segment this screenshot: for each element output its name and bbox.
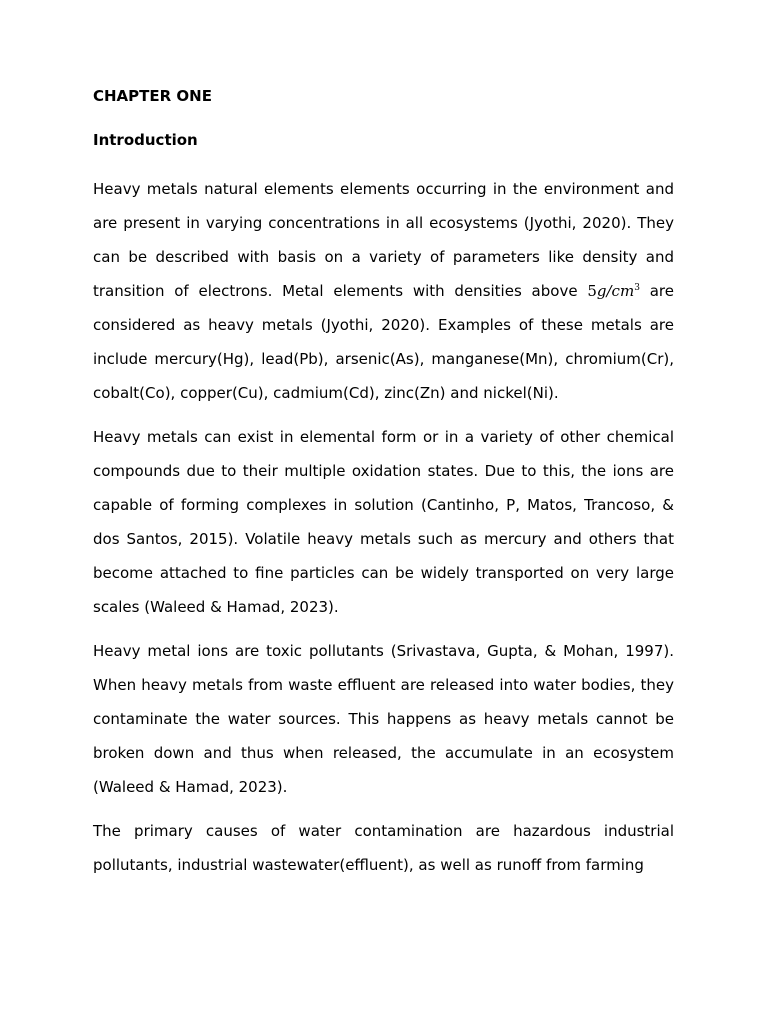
paragraph-2: Heavy metals can exist in elemental form or in a variety of other chemical compounds due to their multiple oxidation states. Due to this, the ions are capable of forming complexes in solution (Cantinho, P, Matos, Trancoso, & dos Santos, 2015). Volatile heavy metals such as mercury and others that become attached to fine particles can be widely transported on very large scales (Waleed & Hamad, 2023). bbox=[93, 428, 674, 616]
paragraph-1-text-after: are considered as heavy metals (Jyothi, 2020). Examples of these metals are include mercury(Hg), lead(Pb), arsenic(As), manganese(Mn), chromium(Cr), cobalt(Co), copper(Cu), cadmium(Cd), zinc(Zn) and nickel(Ni). bbox=[93, 282, 674, 402]
density-unit: g/cm bbox=[596, 282, 635, 300]
paragraph-1 bbox=[93, 172, 674, 410]
section-title: Introduction bbox=[93, 131, 198, 149]
document-page bbox=[93, 84, 674, 892]
chapter-title: CHAPTER ONE bbox=[93, 87, 212, 105]
density-exponent: 3 bbox=[634, 283, 640, 293]
paragraph-1-text: Heavy metals natural elements elements occurring in the environment and are present in varying concentrations in all ecosystems (Jyothi, 2020). They can be described with basis on a variety of parameters like density and transition of electrons. Metal elements with densities above bbox=[93, 180, 674, 300]
paragraph-4: The primary causes of water contamination are hazardous industrial pollutants, industrial wastewater(effluent), as well as runoff from farming bbox=[93, 822, 674, 874]
density-number: 5 bbox=[587, 282, 597, 300]
paragraph-3: Heavy metal ions are toxic pollutants (Srivastava, Gupta, & Mohan, 1997). When heavy metals from waste effluent are released into water bodies, they contaminate the water sources. This happens as heavy metals cannot be broken down and thus when released, the accumulate in an ecosystem (Waleed & Hamad, 2023). bbox=[93, 642, 674, 796]
density-formula bbox=[587, 282, 640, 300]
